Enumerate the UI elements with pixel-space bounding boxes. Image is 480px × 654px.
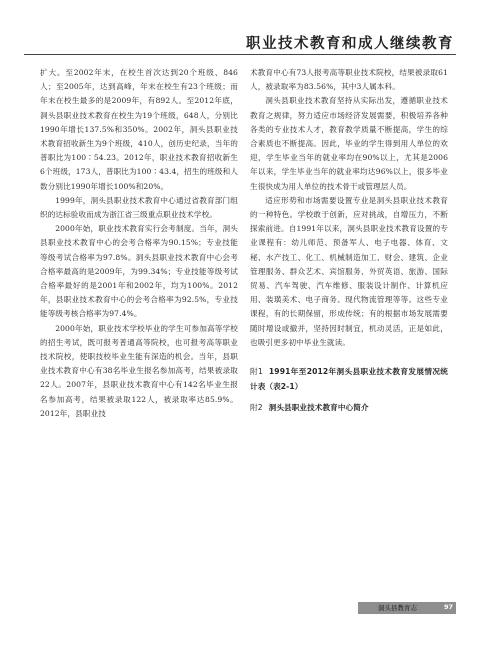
- header-divider: [24, 54, 456, 55]
- appendix-item: [250, 364, 448, 394]
- paragraph: 2000年始，职业技术学校毕业的学生可参加高等学校的招生考试，既可报考普通高等院校，也可报考高等职业技术院校，使职技校毕业生能有深造的机会。当年，县职业技术教育中心有38名毕业生报名参加高考，结果被录取22人。2007年，县职业技术教育中心有142名毕业生报名参加高考，结果被录取122人，被录取率达85.9%。2012年，县职业技: [40, 323, 238, 418]
- paragraph: 适应形势和市场需要设置专业是洞头县职业技术教育的一种特色。学校敢于创新，应对挑战，自增压力，不断探索前进。自1991年以来，洞头县职业技术教育设置的专业课程有：幼儿师范、预备军人、电子电器、体育、文秘、水产技工、化工、机械制造加工、财会、建筑、企业管理服务、群众艺术、宾馆服务、外贸英语、旅游、国际贸易、汽车驾驶、汽车维修、服装设计制作、计算机应用、装璜美术、电子商务、现代物流管理等等。这些专业课程，有的长期保留，形成传统；有的根据市场发展需要随时增设或撤并，坚持因时制宜，机动灵活，正是如此，也吸引更多初中毕业生就读。: [250, 195, 448, 347]
- appendix-label: 附2: [250, 403, 263, 413]
- page-number: 97: [444, 603, 454, 611]
- paragraph: 术教育中心有73人报考高等职业技术院校，结果被录取61人，被录取率为83.56%，其中3人属本科。: [250, 68, 448, 92]
- right-column: [250, 66, 448, 415]
- appendix-title: 1991年至2012年洞头县职业技术教育发展情况统计表（表2-1）: [250, 367, 448, 392]
- paragraph: 扩大。至2002年末，在校生首次达到20个班级、846人；至2005年，达到高峰，年末在校生有23个班级；而年末在校生最多的是2009年，有892人。至2012年底，洞头县职业技术教育在校生为19个班级，648人，分别比1990年增长137.5%和350%。2002年，洞头县职业技术教育招收新生为9个班级，410人，创历史纪录，当年的普职比为100∶54.23。2012年，职业技术教育招收新生6个班级，173人，普职比为100∶43.4，招生的班级和人数分别比1990年增长100%和20%。: [40, 68, 239, 191]
- paragraph: 2000年始，职业技术教育实行会考制度。当年，洞头县职业技术教育中心的会考合格率为90.15%；专业技能等级考试合格率为97.8%。洞头县职业技术教育中心会考合格率最高的是2009年，为99.34%；专业技能等级考试合格率最好的是2001年和2002年，均为100%。2012年，县职业技术教育中心的会考合格率为92.5%，专业技能等级考核合格率为97.4%。: [40, 224, 238, 319]
- section-title: 职业技术教育和成人继续教育: [246, 35, 454, 52]
- page-footer: [0, 602, 480, 614]
- left-column: [40, 66, 238, 421]
- appendix-title: 洞头县职业技术教育中心简介: [268, 403, 369, 413]
- paragraph: 1999年，洞头县职业技术教育中心通过省教育部门组织的达标验收而成为浙江省三级重点职业技术学校。: [40, 195, 238, 220]
- paragraph: 洞头县职业技术教育坚持从实际出发，遵循职业技术教育之规律，努力适应市场经济发展需要，积极培养各种各类的专业技术人才，教育教学质量不断提高，学生的综合素质也不断提高。因此，毕业的学生得到用人单位的欢迎，学生毕业当年的就业率均在90%以上，尤其是2006年以来，学生毕业当年的就业率均达96%以上，很多毕业生很快成为用人单位的技术骨干或管理层人员。: [250, 96, 448, 191]
- appendix-item: [250, 400, 448, 415]
- page-header: [0, 24, 480, 60]
- appendix-label: 附1: [250, 367, 263, 377]
- publication-name: 洞头县教育志: [378, 604, 417, 612]
